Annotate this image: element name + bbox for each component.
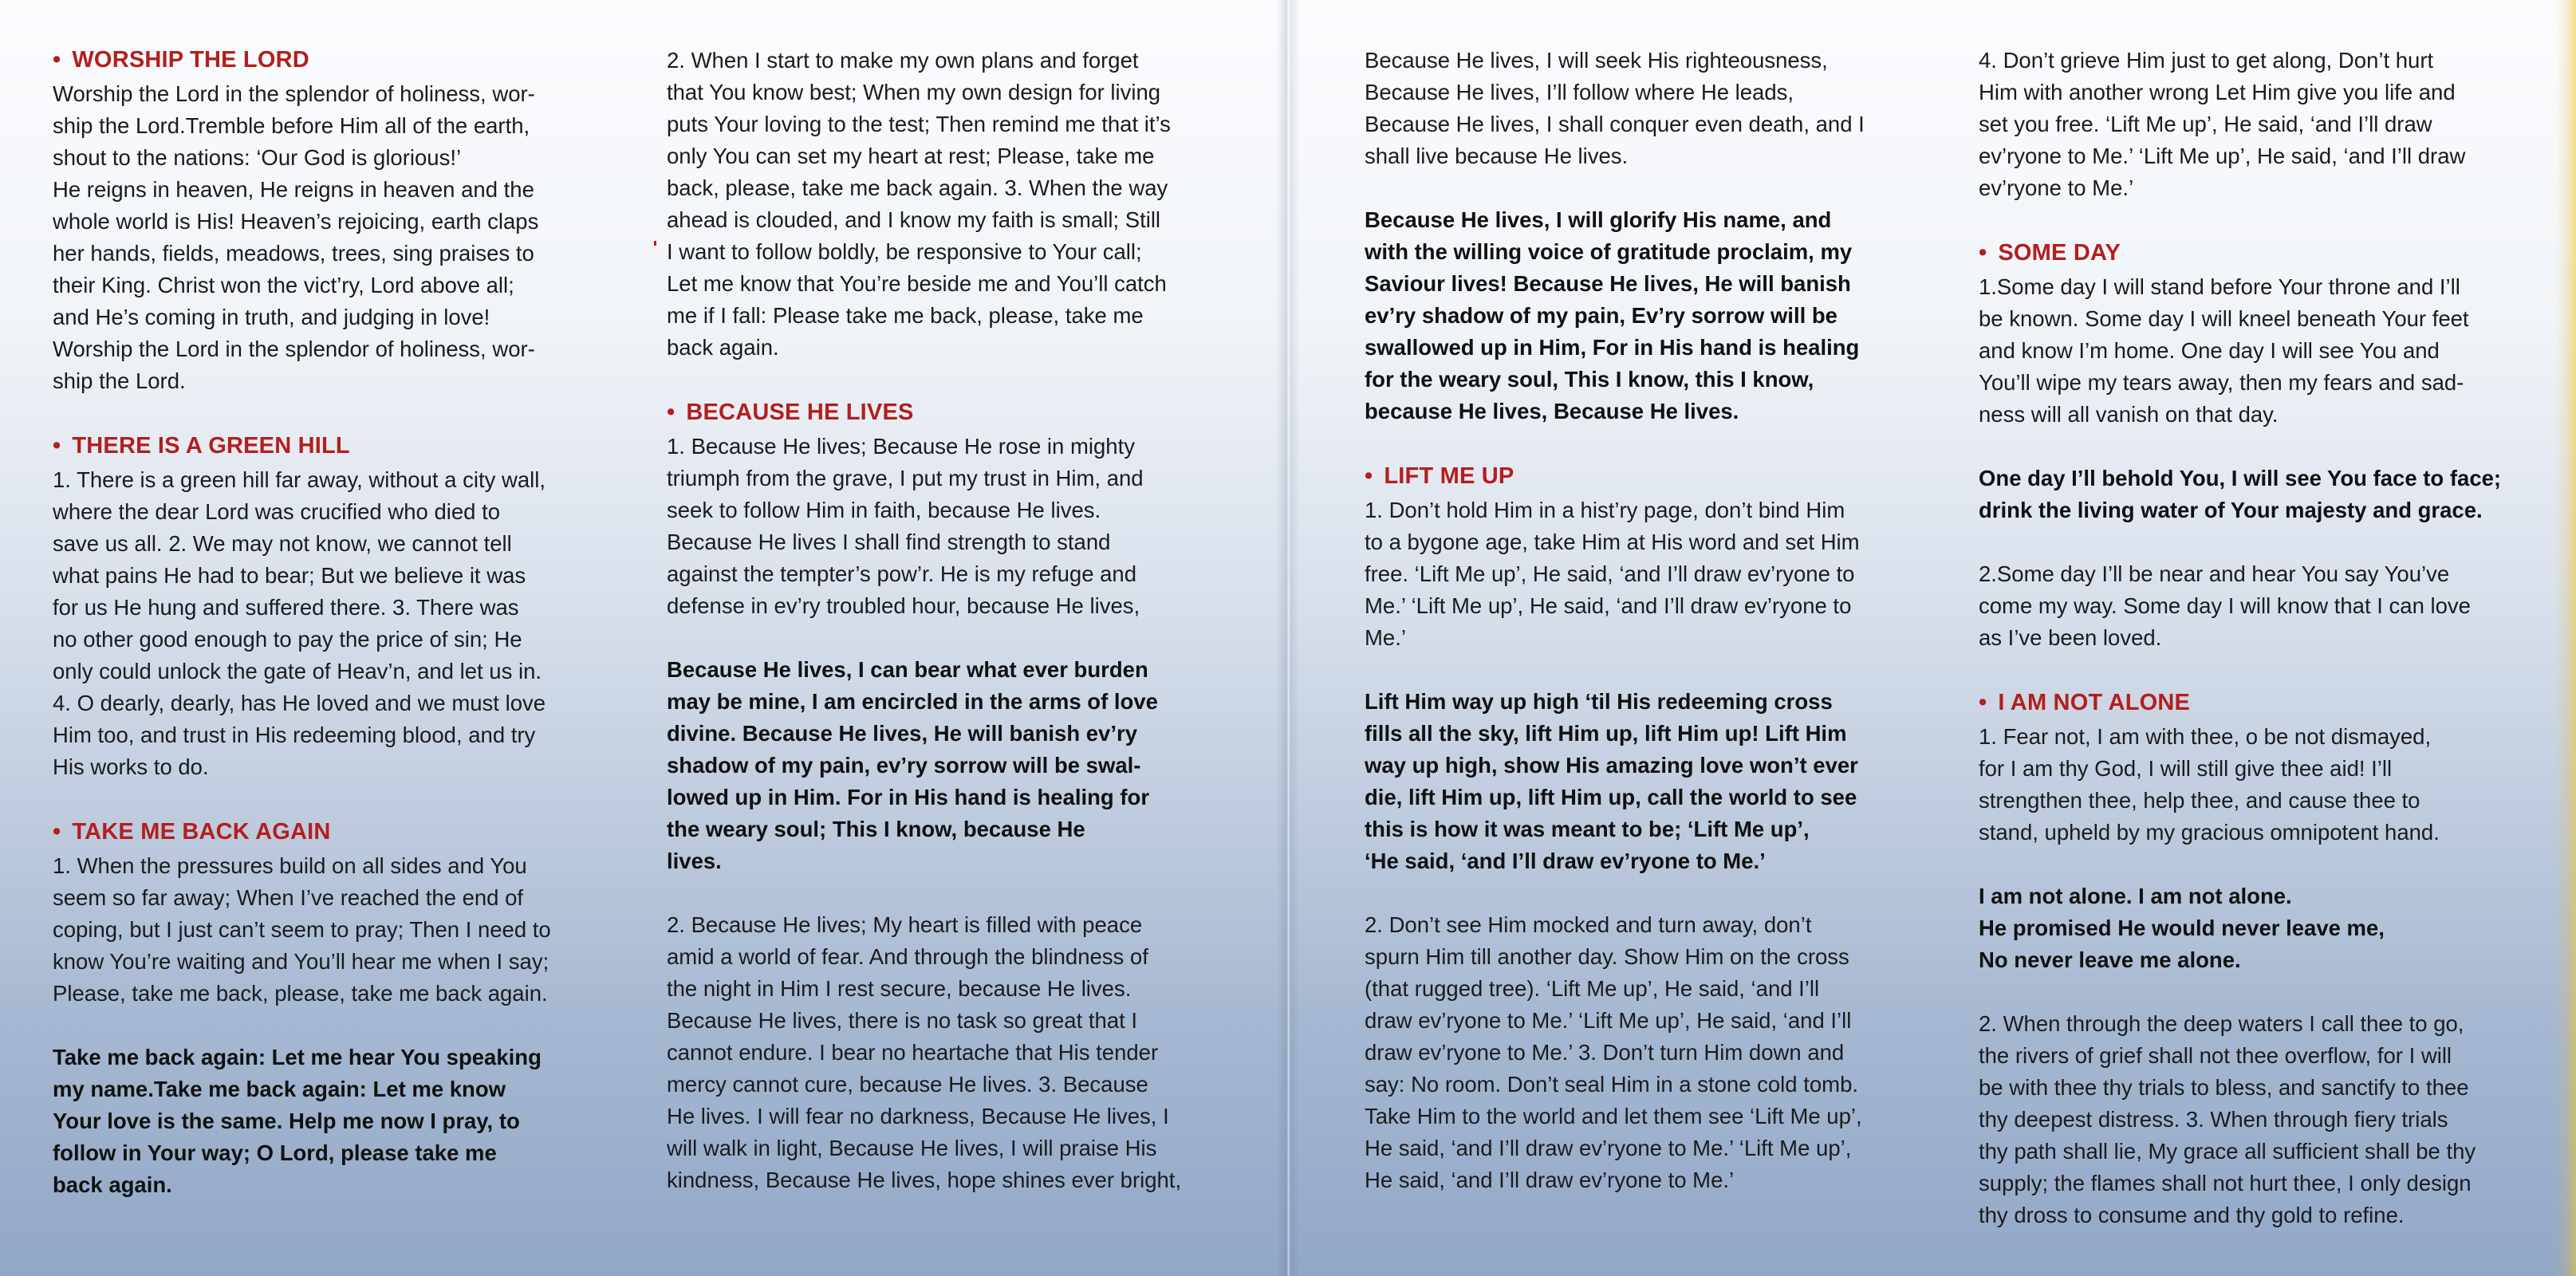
song-title-text: WORSHIP THE LORD	[72, 47, 309, 73]
verse-text: 1. There is a green hill far away, without a city wall, where the dear Lord was crucified who died to save us all. 2. We may not know, we cannot tell what pains He had to bear; But we believe it was for us He hung and suffered there. 3. There was no other good enough to pay the price of sin; He only could unlock the gate of Heav’n, and let us in. 4. O dearly, dearly, has He loved and we must love Him too, and trust in His redeeming blood, and try His works to do.	[53, 467, 546, 779]
ink-mark	[654, 241, 656, 246]
bullet-icon: •	[1365, 463, 1373, 489]
song-title-text: TAKE ME BACK AGAIN	[72, 819, 331, 845]
song-block	[53, 45, 611, 397]
column-1	[53, 45, 611, 1276]
song-title-text: LIFT ME UP	[1384, 463, 1514, 489]
song-title-text: THERE IS A GREEN HILL	[72, 433, 350, 459]
song-block	[53, 817, 611, 1201]
song-block	[1365, 461, 1923, 1196]
chorus-text: I am not alone. I am not alone. He promised He would never leave me, No never leave me alone.	[1979, 884, 2385, 972]
song-title-text: I AM NOT ALONE	[1998, 690, 2191, 715]
bullet-icon: •	[53, 433, 61, 459]
song-block	[53, 431, 611, 783]
page-edge	[2555, 0, 2576, 1276]
verse-text: 2.Some day I’ll be near and hear You say You’ve come my way. Some day I will know that I can love as I’ve been loved.	[1979, 561, 2471, 650]
verse-text: 4. Don’t grieve Him just to get along, Don’t hurt Him with another wrong Let Him give you life and set you free. ‘Lift Me up’, He said, ‘and I’ll draw ev’ryone to Me.’ ‘Lift Me up’, He said, ‘and I’ll draw ev’ryone to Me.’	[1979, 48, 2466, 200]
song-block	[667, 397, 1225, 1196]
verse-text: 1.Some day I will stand before Your throne and I’ll be known. Some day I will kneel beneath Your feet and know I’m home. One day I will see You and You’ll wipe my tears away, then my fears and sad- ness will all vanish on that day.	[1979, 274, 2469, 427]
verse-text: 2. When through the deep waters I call thee to go, the rivers of grief shall not thee overflow, for I will be with thee thy trials to bless, and sanctify to thee thy deepest distress. 3. When through fiery trials thy path shall lie, My grace all sufficient shall be thy supply; the flames shall not hurt thee, I only design thy dross to consume and thy gold to refine.	[1979, 1011, 2476, 1227]
verse-text: 1. When the pressures build on all sides and You seem so far away; When I’ve reached the end of coping, but I just can’t seem to pray; Then I need to know You’re waiting and You’ll hear me when I say; Please, take me back, please, take me back again.	[53, 853, 551, 1006]
column-3	[1365, 45, 1923, 1276]
verse-text: Worship the Lord in the splendor of holiness, wor- ship the Lord.Tremble before Him all of the earth, shout to the nations: ‘Our God is glorious!’ He reigns in heaven, He reigns in heaven and the whole world is His! Heaven’s rejoicing, earth claps her hands, fields, meadows, trees, sing praises to their King. Christ won the vict’ry, Lord above all; and He’s coming in truth, and judging in love! Worship the Lord in the splendor of holiness, wor- ship the Lord.	[53, 81, 539, 393]
verse-text: Because He lives, I will seek His righteousness, Because He lives, I’ll follow where He leads, Because He lives, I shall conquer even death, and I shall live because He lives.	[1365, 48, 1865, 168]
chorus-text: Because He lives, I can bear what ever burden may be mine, I am encircled in the arms of love divine. Because He lives, He will banish ev’ry shadow of my pain, ev’ry sorrow will be swal- lowed up in Him. For in His hand is healing for the weary soul; This I know, because He lives.	[667, 657, 1158, 873]
song-title-text: SOME DAY	[1998, 240, 2121, 266]
verse-text: 2. Because He lives; My heart is filled with peace amid a world of fear. And through the blindness of the night in Him I rest secure, because He lives. Because He lives, there is no task so great that I cannot endure. I bear no heartache that His tender mercy cannot cure, because He lives. 3. Because He lives. I will fear no darkness, Because He lives, I will walk in light, Because He lives, I will praise His kindness, Because He lives, hope shines ever bright,	[667, 912, 1182, 1192]
bullet-icon: •	[1979, 240, 1987, 266]
column-2	[667, 45, 1225, 1276]
verse-text: 1. Fear not, I am with thee, o be not dismayed, for I am thy God, I will still give thee aid! I’ll strengthen thee, help thee, and cause thee to stand, upheld by my gracious omnipotent hand.	[1979, 724, 2440, 845]
song-block	[667, 45, 1225, 364]
song-title	[53, 817, 611, 847]
song-title	[667, 397, 1225, 427]
song-title-text: BECAUSE HE LIVES	[686, 400, 914, 425]
song-title	[1979, 687, 2529, 718]
bullet-icon: •	[53, 819, 61, 845]
song-block	[1979, 238, 2529, 654]
bullet-icon: •	[53, 47, 61, 73]
song-block	[1979, 45, 2529, 204]
chorus-text: Lift Him way up high ‘til His redeeming cross fills all the sky, lift Him up, lift Him up! Lift Him way up high, show His amazing love won’t ever die, lift Him up, lift Him up, call the world to see this is how it was meant to be; ‘Lift Me up’, ‘He said, ‘and I’ll draw ev’ryone to Me.’	[1365, 689, 1858, 873]
verse-text: 2. When I start to make my own plans and forget that You know best; When my own design for living puts Your loving to the test; Then remind me that it’s only You can set my heart at rest; Please, take me back, please, take me back again. 3. When the way ahead is clouded, and I know my faith is small; Still I want to follow boldly, be responsive to Your call; Let me know that You’re beside me and You’ll catch me if I fall: Please take me back, please, take me back again.	[667, 48, 1171, 360]
verse-text: 1. Because He lives; Because He rose in mighty triumph from the grave, I put my trust in Him, and seek to follow Him in faith, because He lives. Because He lives I shall find strength to stand against the tempter’s pow’r. He is my refuge and defense in ev’ry troubled hour, because He lives,	[667, 434, 1144, 618]
song-title	[53, 45, 611, 75]
song-title	[1365, 461, 1923, 491]
bullet-icon: •	[667, 400, 676, 425]
song-block	[1979, 687, 2529, 1231]
chorus-text: Because He lives, I will glorify His name, and with the willing voice of gratitude proclaim, my Saviour lives! Because He lives, He will banish ev’ry shadow of my pain, Ev’ry sorrow will be swallowed up in Him, For in His hand is healing for the weary soul, This I know, this I know, because He lives, Because He lives.	[1365, 207, 1860, 423]
column-4	[1979, 45, 2529, 1276]
bullet-icon: •	[1979, 690, 1987, 715]
right-page	[1288, 0, 2576, 1276]
verse-text: 2. Don’t see Him mocked and turn away, don’t spurn Him till another day. Show Him on the cross (that rugged tree). ‘Lift Me up’, He said, ‘and I’ll draw ev’ryone to Me.’ ‘Lift Me up’, He said, ‘and I’ll draw ev’ryone to Me.’ 3. Don’t turn Him down and say: No room. Don’t seal Him in a stone cold tomb. Take Him to the world and let them see ‘Lift Me up’, He said, ‘and I’ll draw ev’ryone to Me.’ ‘Lift Me up’, He said, ‘and I’ll draw ev’ryone to Me.’	[1365, 912, 1862, 1192]
verse-text: 1. Don’t hold Him in a hist’ry page, don’t bind Him to a bygone age, take Him at His word and set Him free. ‘Lift Me up’, He said, ‘and I’ll draw ev’ryone to Me.’ ‘Lift Me up’, He said, ‘and I’ll draw ev’ryone to Me.’	[1365, 498, 1860, 650]
chorus-text: One day I’ll behold You, I will see You face to face; drink the living water of Your majesty and grace.	[1979, 466, 2502, 522]
chorus-text: Take me back again: Let me hear You speaking my name.Take me back again: Let me know Your love is the same. Help me now I pray, to follow in Your way; O Lord, please take me back again.	[53, 1045, 542, 1197]
song-block	[1365, 45, 1923, 427]
song-title	[53, 431, 611, 461]
song-title	[1979, 238, 2529, 268]
